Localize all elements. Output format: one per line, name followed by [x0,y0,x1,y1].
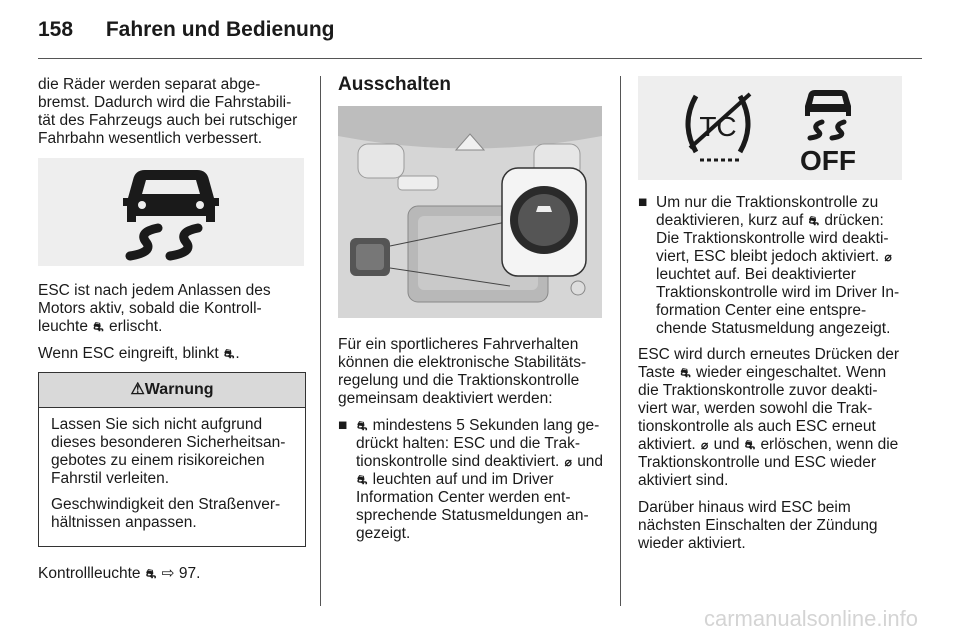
warning-text: Lassen Sie sich nicht aufgrund dieses besonderen Sicherheitsan-gebotes zu einem risikoreichen Fahrstil verleiten. [51,416,286,487]
page-number: 158 [38,18,74,41]
page-header [38,18,335,42]
paragraph [38,345,306,363]
tc-off-icon: ⌀ [701,438,709,452]
paragraph: die Räder werden separat abge-bremst. Dadurch wird die Fahrstabili-tät des Fahrzeugs auch bei rutschiger Fahrbahn wesentlich verbessert. [38,76,298,147]
text: leuchten auf und im Driver Information Center werden ent-sprechende Statusmeldungen an-gezeigt. [356,471,589,542]
paragraph [38,565,306,583]
list-item [638,194,904,338]
paragraph [38,282,306,336]
esc-icon: ⛐ [93,320,104,334]
page-reference: 97. [178,565,201,582]
esc-off-icon [800,90,856,176]
svg-text:TC: TC [699,111,737,142]
text: und [577,453,604,470]
esc-icon: ⛐ [680,366,691,380]
text: wieder eingeschaltet. Wenn die Traktionskontrolle zuvor deakti-viert war, werden sowohl die Trak-tionskontrolle als auch ESC erneut aktiviert. [638,364,887,453]
text: ESC wird durch erneutes Drücken der Taste [638,346,900,381]
esc-icon: ⛐ [808,214,819,228]
header-rule [38,58,922,59]
text: . [235,345,240,362]
warning-icon: ⚠ [130,381,145,398]
text: mindestens 5 Sekunden lang ge-drückt halten: ESC und die Trak-tionskontrolle sind deaktiviert. [356,417,600,470]
text: drücken: Die Traktionskontrolle wird deakti-viert, ESC bleibt jedoch aktiviert. [656,212,889,265]
text: und [713,436,740,453]
section-heading: Ausschalten [338,74,451,95]
esc-icon: ⛐ [223,347,235,361]
dashboard-illustration [338,106,602,318]
dashboard-photo [338,106,602,318]
page-ref-icon: ⇨ [161,565,175,582]
text: Kontrollleuchte [38,565,141,582]
column-3 [638,76,904,562]
esc-icon: ⛐ [145,567,157,581]
bullet: ■ [638,194,648,211]
warning-title: Warnung [144,381,214,398]
paragraph [638,346,904,490]
paragraph: Darüber hinaus wird ESC beim nächsten Einschalten der Zündung wieder aktiviert. [638,499,878,552]
page-title: Fahren und Bedienung [105,18,335,41]
watermark: carmanualsonline.info [703,606,918,631]
text: Wenn ESC eingreift, blinkt [38,345,219,362]
text: ESC ist nach jedem Anlassen des Motors aktiv, sobald die Kontroll-leuchte [38,282,271,335]
text: erlöschen, wenn die Traktionskontrolle und ESC wieder aktiviert sind. [638,436,899,489]
esc-icon: ⛐ [357,419,368,433]
bullet: ■ [338,417,348,434]
warning-lights-figure [638,76,902,180]
column-divider [620,76,621,606]
esc-skid-icon [38,158,304,266]
column-2 [338,76,604,551]
bullet-list [638,194,904,338]
esc-off-icon: ⛐ [744,438,756,452]
column-1 [38,76,306,592]
tc-off-icon: ⌀ [884,250,892,264]
bullet-list [338,417,604,543]
esc-skid-figure [38,158,304,266]
list-item [338,417,604,543]
text: Um nur die Traktionskontrolle zu deaktivieren, kurz auf [656,194,879,229]
svg-text:OFF: OFF [800,145,856,176]
column-divider [320,76,321,606]
warning-box [38,372,306,547]
warning-text: Geschwindigkeit den Straßenver-hältnissen anpassen. [51,496,281,531]
esc-off-icon: ⛐ [357,473,368,487]
warning-header [39,373,305,408]
text: erlischt. [108,318,163,335]
tc-off-icon: ⌀ [564,455,572,469]
warning-lights [638,76,902,180]
text: leuchtet auf. Bei deaktivierter Traktionskontrolle wird im Driver In-formation Center eine entspre-chende Statusmeldung angezeigt. [656,266,900,337]
paragraph: Für ein sportlicheres Fahrverhalten können die elektronische Stabilitäts-regelung und die Traktionskontrolle gemeinsam deaktiviert werden: [338,336,587,407]
